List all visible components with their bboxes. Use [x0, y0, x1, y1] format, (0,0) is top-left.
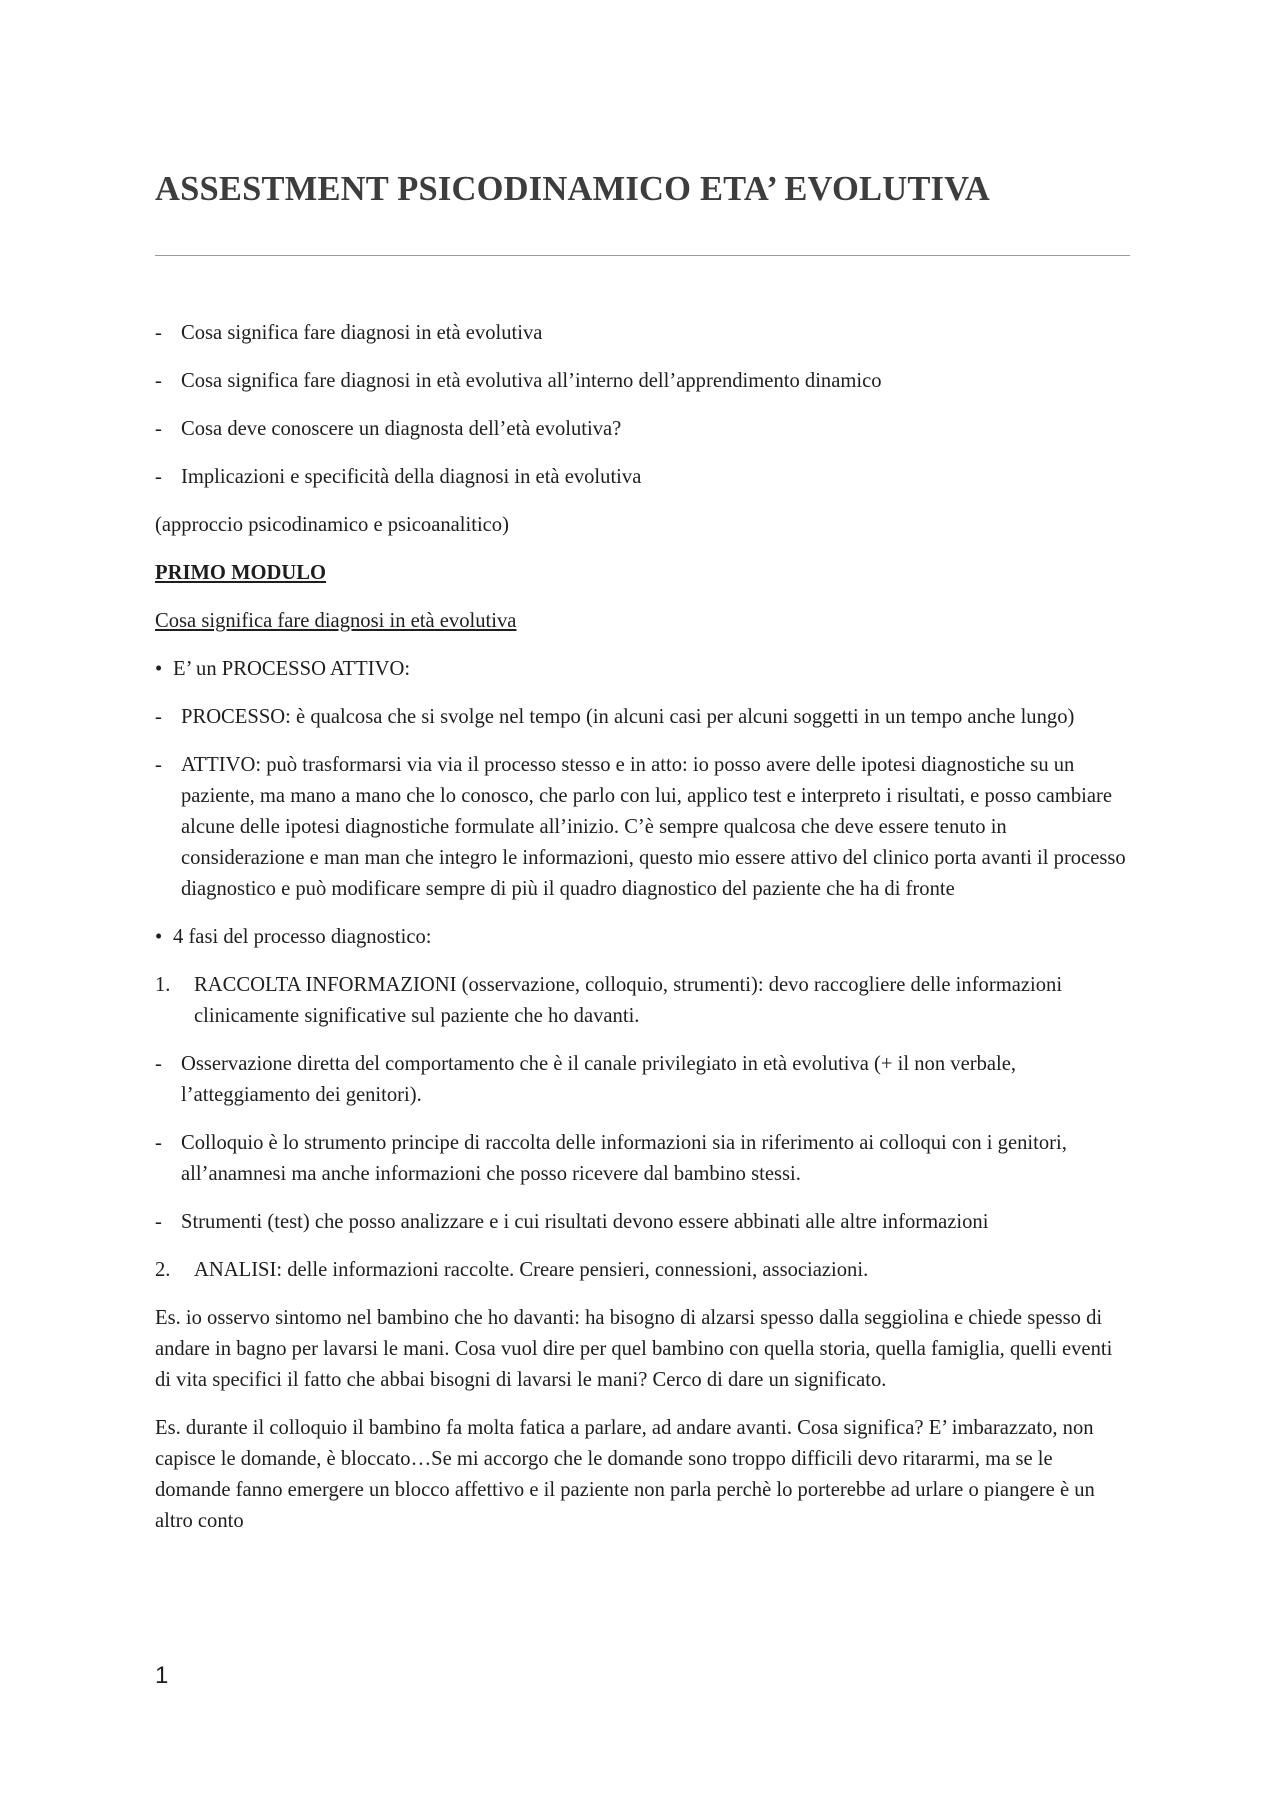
bullet-marker: • — [155, 926, 163, 948]
intro-list — [155, 318, 1130, 493]
list-item-text: 4 fasi del processo diagnostico: — [173, 926, 432, 948]
title-divider — [155, 255, 1130, 256]
list-item — [155, 318, 1130, 349]
dash-marker: - — [155, 1211, 162, 1233]
list-item-text: Colloquio è lo strumento principe di raccolta delle informazioni sia in riferimento ai colloqui con i genitori, all’anamnesi ma anche informazioni che posso ricevere dal bambino stessi. — [181, 1132, 1067, 1185]
list-item-text: RACCOLTA INFORMAZIONI (osservazione, colloquio, strumenti): devo raccogliere delle informazioni clinicamente significative sul paziente che ho davanti. — [194, 974, 1063, 1027]
process-bullet — [155, 654, 1130, 685]
example-paragraph-1: Es. io osservo sintomo nel bambino che ho davanti: ha bisogno di alzarsi spesso dalla seggiolina e chiede spesso di andare in bagno per lavarsi le mani. Cosa vuol dire per quel bambino con quella storia, quella famiglia, quelli eventi di vita specifici il fatto che abbai bisogni di lavarsi le mani? Cerco di dare un significato. — [155, 1307, 1113, 1391]
list-item-text: E’ un PROCESSO ATTIVO: — [173, 658, 411, 680]
dash-marker: - — [155, 418, 162, 440]
list-item — [155, 922, 1130, 953]
dash-marker: - — [155, 466, 162, 488]
list-item — [155, 1207, 1130, 1238]
list-item-text: Strumenti (test) che posso analizzare e i cui risultati devono essere abbinati alle altre informazioni — [181, 1211, 989, 1233]
list-item — [155, 702, 1130, 733]
list-item — [155, 750, 1130, 905]
dash-marker: - — [155, 754, 162, 776]
list-item — [155, 1049, 1130, 1111]
phases-bullet — [155, 922, 1130, 953]
dash-marker: - — [155, 706, 162, 728]
phase-1 — [155, 970, 1130, 1032]
list-item — [155, 1128, 1130, 1190]
bullet-marker: • — [155, 658, 163, 680]
list-item-text: Cosa significa fare diagnosi in età evolutiva all’interno dell’apprendimento dinamico — [181, 370, 882, 392]
phase-2 — [155, 1255, 1130, 1286]
example-paragraph-2: Es. durante il colloquio il bambino fa molta fatica a parlare, ad andare avanti. Cosa significa? E’ imbarazzato, non capisce le domande, è bloccato…Se mi accorgo che le domande sono troppo difficili devo ritararmi, ma se le domande fanno emergere un blocco affettivo e il paziente non parla perchè lo porterebbe ad urlare o piangere è un altro conto — [155, 1417, 1095, 1532]
document-page — [155, 0, 1130, 1811]
dash-marker: - — [155, 1132, 162, 1154]
list-item — [155, 970, 1130, 1032]
list-item — [155, 1255, 1130, 1286]
section-heading: Cosa significa fare diagnosi in età evolutiva — [155, 610, 517, 632]
list-item-text: Cosa deve conoscere un diagnosta dell’età evolutiva? — [181, 418, 622, 440]
document-title: ASSESTMENT PSICODINAMICO ETA’ EVOLUTIVA — [155, 170, 990, 208]
approach-note: (approccio psicodinamico e psicoanalitico) — [155, 514, 509, 536]
list-item — [155, 654, 1130, 685]
dash-marker: - — [155, 1053, 162, 1075]
dash-marker: - — [155, 322, 162, 344]
module-heading: PRIMO MODULO — [155, 562, 327, 584]
list-item — [155, 462, 1130, 493]
process-list — [155, 702, 1130, 905]
page-number: 1 — [155, 1662, 169, 1689]
list-item — [155, 366, 1130, 397]
list-number: 1. — [155, 974, 171, 996]
dash-marker: - — [155, 370, 162, 392]
list-item-text: Implicazioni e specificità della diagnosi in età evolutiva — [181, 466, 642, 488]
list-number: 2. — [155, 1259, 171, 1281]
phase-1-list — [155, 1049, 1130, 1238]
list-item-text: Osservazione diretta del comportamento che è il canale privilegiato in età evolutiva (+ il non verbale, l’atteggiamento dei genitori). — [181, 1053, 1017, 1106]
list-item-text: ANALISI: delle informazioni raccolte. Creare pensieri, connessioni, associazioni. — [194, 1259, 869, 1281]
document-body — [155, 318, 1130, 1554]
list-item-text: ATTIVO: può trasformarsi via via il processo stesso e in atto: io posso avere delle ipotesi diagnostiche su un paziente, ma mano a mano che lo conosco, che parlo con lui, applico test e interpreto i risultati, e posso cambiare alcune delle ipotesi diagnostiche formulate all’inizio. C’è sempre qualcosa che deve essere tenuto in considerazione e man man che integro le informazioni, questo mio essere attivo del clinico porta avanti il processo diagnostico e può modificare sempre di più il quadro diagnostico del paziente che ha di fronte — [181, 754, 1126, 900]
list-item — [155, 414, 1130, 445]
list-item-text: PROCESSO: è qualcosa che si svolge nel tempo (in alcuni casi per alcuni soggetti in un tempo anche lungo) — [181, 706, 1075, 728]
list-item-text: Cosa significa fare diagnosi in età evolutiva — [181, 322, 543, 344]
